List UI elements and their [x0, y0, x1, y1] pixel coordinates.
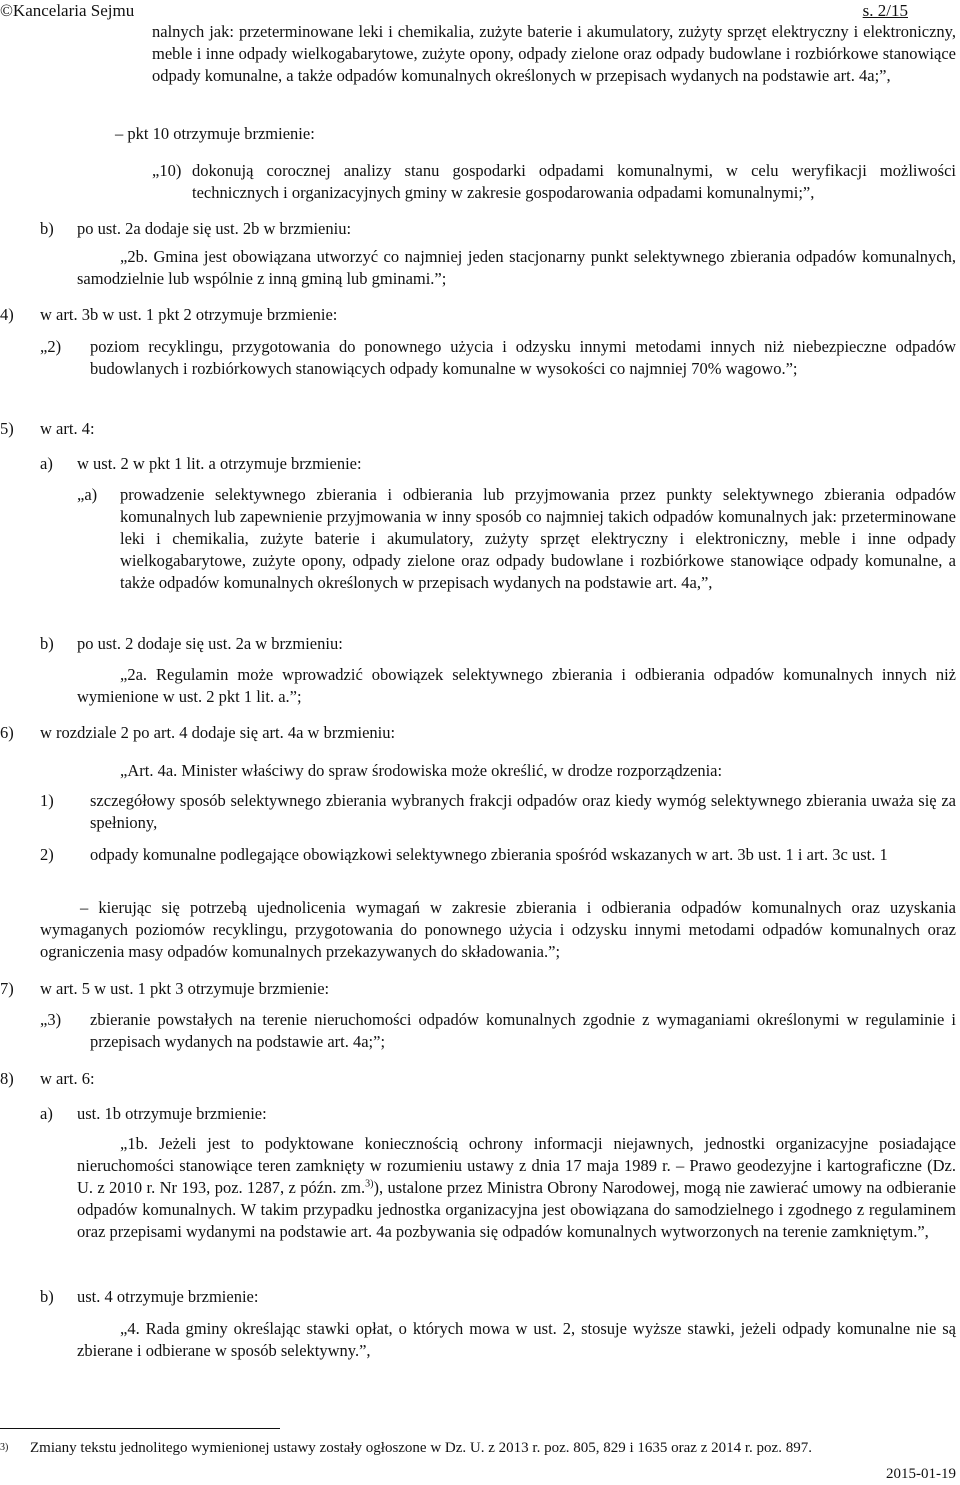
item-text: w art. 6:	[40, 1069, 95, 1088]
quoted-lit-a	[77, 484, 956, 594]
quoted-ust-4: „4. Rada gminy określając stawki opłat, o których mowa w ust. 2, stosuje wyższe stawki, jeżeli odpady komunalne nie są zbierane i odbierane w sposób selektywny.”,	[77, 1319, 956, 1360]
footnote-ref[interactable]: 3)	[365, 1178, 374, 1190]
quoted-point-2	[40, 336, 956, 380]
dash-paragraph: – kierując się potrzebą ujednolicenia wymagań w zakresie zbierania i odbierania odpadów komunalnych oraz uzyskania wymaganych poziomów recyklingu, przygotowania do ponownego użycia i odzysku innymi metodami odpadów komunalnych oraz ograniczenia masy odpadów komunalnych przekazywanych do składowania.”;	[40, 898, 956, 961]
header-source: ©Kancelaria Sejmu	[0, 1, 135, 20]
point-text: zbieranie powstałych na terenie nieruchomości odpadów komunalnych zgodnie z wymaganiami określonymi w regulaminie i przepisach wydanych na podstawie art. 4a;”;	[90, 1010, 956, 1051]
item-letter: b)	[40, 1287, 54, 1306]
item-text: po ust. 2 dodaje się ust. 2a w brzmieniu:	[77, 634, 343, 653]
paragraph-continuation: nalnych jak: przeterminowane leki i chemikalia, zużyte baterie i akumulatory, zużyty sprzęt elektryczny i elektroniczny, meble i inne odpady wielkogabarytowe, zużyte opony, odpady zielone oraz odpady budowlane i rozbiórkowe stanowiące odpady komunalne, a także odpadów komunalnych określonych w przepisach wydanych na podstawie art. 4a;”,	[152, 22, 956, 85]
point-text: dokonują corocznej analizy stanu gospodarki odpadami komunalnymi, w celu weryfikacji możliwości technicznych i organizacyjnych gminy w zakresie gospodarowania odpadami komunalnymi;”,	[192, 161, 956, 202]
point-text: prowadzenie selektywnego zbierania i odbierania lub przyjmowania przez punkty selektywnego zbierania odpadów komunalnych lub zapewnienie przyjmowania w inny sposób co najmniej takich odpadów komunalnych jak: przeterminowane leki i chemikalia, zużyte baterie i akumulatory, zużyty sprzęt elektryczny i elektroniczny, meble i inne odpady wielkogabarytowe, zużyte opony, odpady zielone oraz odpady budowlane i rozbiórkowe stanowiące odpady komunalne, a także odpadów komunalnych określonych w przepisach wydanych na podstawie art. 4a,”,	[120, 485, 956, 592]
quoted-ust-2a: „2a. Regulamin może wprowadzić obowiązek selektywnego zbierania i odbierania odpadów komunalnych innych niż wymienione w ust. 2 pkt 1 lit. a.”;	[77, 665, 956, 706]
item-text: w art. 4:	[40, 419, 95, 438]
item-text: ust. 4 otrzymuje brzmienie:	[77, 1287, 259, 1306]
footnote-text: Zmiany tekstu jednolitego wymienionej ustawy zostały ogłoszone w Dz. U. z 2013 r. poz. 805, 829 i 1635 oraz z 2014 r. poz. 897.	[30, 1440, 812, 1456]
footnote-mark: 3)	[0, 1442, 9, 1453]
point-number: 2)	[40, 845, 54, 864]
point-number: „3)	[40, 1010, 62, 1029]
quoted-ust-1b: „1b. Jeżeli jest to podyktowane koniecznością ochrony informacji niejawnych, jednostki organizacyjne posiadające nieruchomości stanowiące teren zamknięty w rozumieniu ustawy z dnia 17 maja 1989 r. – Prawo geodezyjne i kartograficzne (Dz. U. z 2010 r. Nr 193, poz. 1287, z późn. zm.$^{3)}$), ustalone przez Ministra Obrony Narodowej, mogą nie zawierać umowy na odbieranie odpadów komunalnych. W takim przypadku jednostka organizacyjna jest obowiązana do samodzielnego i zgodnego z regulaminem oraz przepisami wydanymi na podstawie art. 4a pozbywania się odpadów komunalnych wytworzonych na terenie zamkniętym.”,	[77, 1134, 956, 1241]
item-number: 7)	[0, 979, 14, 998]
item-number: 8)	[0, 1069, 14, 1088]
list-item-8	[0, 1068, 956, 1090]
item-letter: a)	[40, 454, 53, 473]
item-number: 4)	[0, 305, 14, 324]
footnote-rule	[0, 1428, 280, 1429]
item-letter: b)	[40, 634, 54, 653]
item-text: w ust. 2 w pkt 1 lit. a otrzymuje brzmienie:	[77, 454, 362, 473]
list-item-6	[0, 722, 956, 744]
item-number: 5)	[0, 419, 14, 438]
footnote	[0, 1437, 960, 1459]
item-letter: b)	[40, 219, 54, 238]
point-number: „2)	[40, 337, 62, 356]
point-letter: „a)	[77, 485, 98, 504]
list-item-5a	[40, 453, 956, 475]
art4a-point-2	[40, 844, 956, 866]
point-text: odpady komunalne podlegające obowiązkowi selektywnego zbierania spośród wskazanych w art. 3b ust. 1 i art. 3c ust. 1	[90, 845, 888, 864]
list-item-4	[0, 304, 956, 326]
point-number: „10)	[152, 161, 182, 180]
item-text: w art. 5 w ust. 1 pkt 3 otrzymuje brzmienie:	[40, 979, 330, 998]
item-text: w art. 3b w ust. 1 pkt 2 otrzymuje brzmienie:	[40, 305, 338, 324]
item-text: po ust. 2a dodaje się ust. 2b w brzmieniu:	[77, 219, 352, 238]
quoted-art-4a: „Art. 4a. Minister właściwy do spraw środowiska może określić, w drodze rozporządzenia:	[120, 761, 723, 780]
list-item-8b	[40, 1286, 956, 1308]
item-text: w rozdziale 2 po art. 4 dodaje się art. 4a w brzmieniu:	[40, 723, 396, 742]
footer-date: 2015-01-19	[886, 1466, 956, 1482]
point-text: szczegółowy sposób selektywnego zbierania wybranych frakcji odpadów oraz kiedy wymóg selektywnego zbierania uważa się za spełniony,	[90, 791, 956, 832]
item-text: ust. 1b otrzymuje brzmienie:	[77, 1104, 267, 1123]
list-item-b	[40, 218, 956, 240]
list-item-5b	[40, 633, 956, 655]
point-text: poziom recyklingu, przygotowania do ponownego użycia i odzysku innymi metodami innych niż niebezpieczne odpadów budowlanych i rozbiórkowych stanowiących odpady komunalne w wysokości co najmniej 70% wagowo.”;	[90, 337, 956, 378]
dash-pkt10: – pkt 10 otrzymuje brzmienie:	[115, 124, 315, 143]
quoted-point-10	[152, 160, 956, 204]
item-letter: a)	[40, 1104, 53, 1123]
page-number[interactable]: s. 2/15	[862, 1, 908, 20]
list-item-5	[0, 418, 956, 440]
item-number: 6)	[0, 723, 14, 742]
art4a-point-1	[40, 790, 956, 834]
list-item-7	[0, 978, 956, 1000]
quoted-point-3	[40, 1009, 956, 1053]
point-number: 1)	[40, 791, 54, 810]
quoted-ust-2b: „2b. Gmina jest obowiązana utworzyć co najmniej jeden stacjonarny punkt selektywnego zbierania odpadów komunalnych, samodzielnie lub wspólnie z inną gminą lub gminami.”;	[77, 247, 956, 288]
list-item-8a	[40, 1103, 956, 1125]
